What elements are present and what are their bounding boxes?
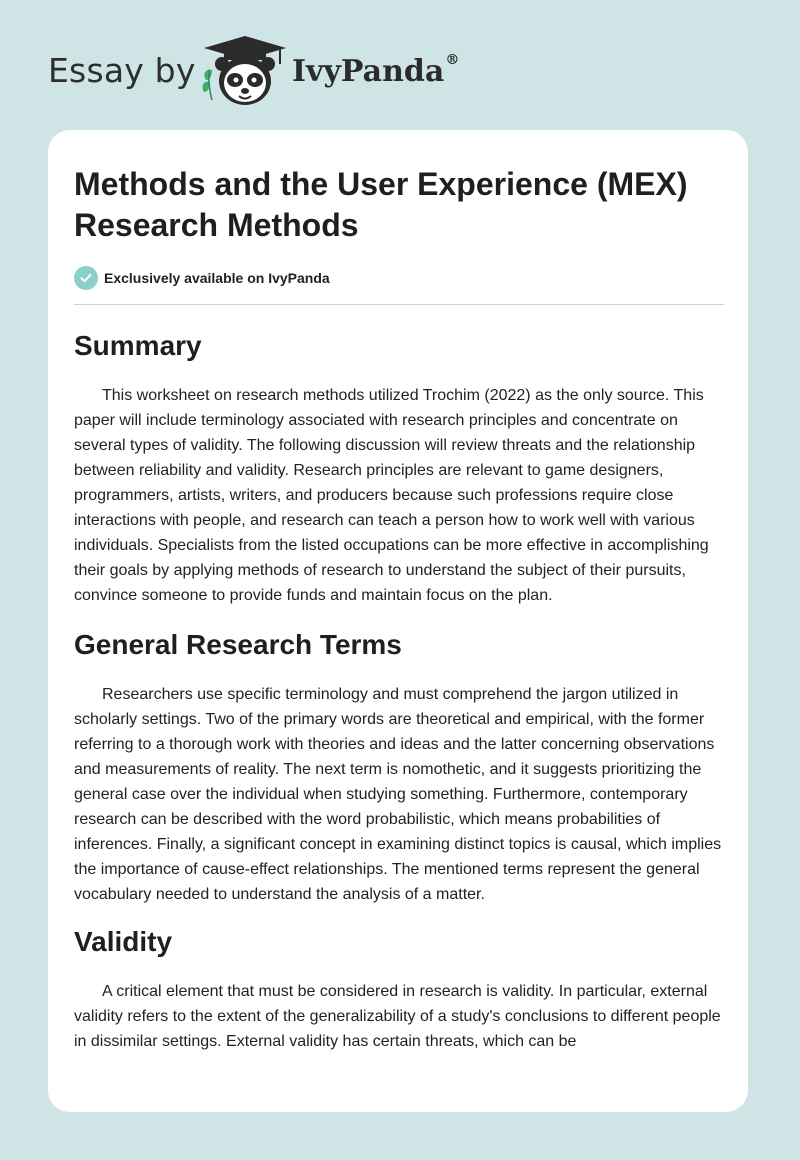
article-title: Methods and the User Experience (MEX) Research Methods — [74, 166, 688, 243]
divider — [74, 304, 724, 305]
section-heading-summary: Summary — [74, 330, 202, 361]
section-heading-validity: Validity — [74, 926, 173, 957]
site-header — [48, 34, 508, 114]
essay-by-label: Essay by — [48, 51, 196, 90]
article-content — [74, 164, 724, 1054]
section-heading-general-research-terms: General Research Terms — [74, 629, 402, 660]
section-paragraph-general-research-terms: Researchers use specific terminology and must comprehend the jargon utilized in scholarly settings. Two of the primary words are theoretical and empirical, with the former referring to a thorough work with theories and ideas and the latter concerning observations and measurements of reality. The next term is nomothetic, and it suggests prioritizing the general case over the individual when studying something. Furthermore, contemporary research can be described with the word probabilistic, which means probabilities of inferences. Finally, a significant concept in examining distinct topics is causal, which implies the importance of cause-effect relationships. The mentioned terms represent the general vocabulary needed to understand the analysis of a matter. — [74, 686, 722, 903]
section-paragraph-summary: This worksheet on research methods utilized Trochim (2022) as the only source. This paper will include terminology associated with research principles and concentrate on several types of validity. The following discussion will review threats and the relationship between reliability and validity. Research principles are relevant to game designers, programmers, artists, writers, and producers because such professions require close interactions with people, and research can teach a person how to work well with various individuals. Specialists from the listed occupations can be more effective in accomplishing their goals by applying methods of research to understand the subject of their pursuits, convince someone to provide funds and maintain focus on the plan. — [74, 387, 709, 604]
article-card — [48, 130, 748, 1112]
exclusive-badge — [74, 264, 724, 292]
exclusive-label: Exclusively available on IvyPanda — [104, 270, 330, 286]
registered-mark: ® — [445, 52, 460, 68]
check-circle-icon — [74, 266, 98, 290]
panda-logo-icon[interactable] — [200, 34, 290, 110]
section-paragraph-validity: A critical element that must be considered in research is validity. In particular, external validity refers to the extent of the generalizability of a study's conclusions to different people in dissimilar settings. External validity has certain threats, which can be — [74, 983, 721, 1050]
brand-name[interactable]: IvyPanda® — [292, 52, 460, 89]
